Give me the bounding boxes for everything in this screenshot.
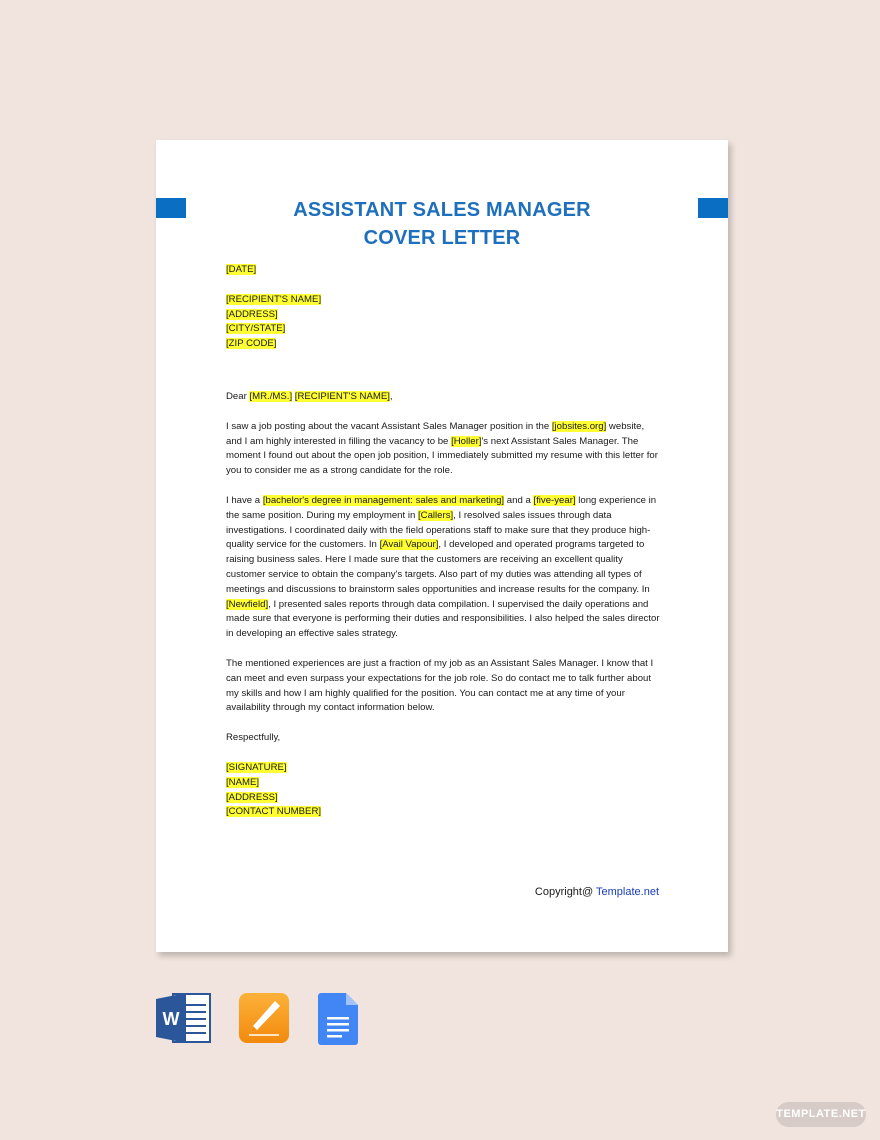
recipient-address: [ADDRESS] [226,308,278,320]
pages-icon[interactable] [239,993,289,1048]
recipient-zip: [ZIP CODE] [226,338,277,350]
google-docs-icon[interactable] [318,993,358,1050]
signature-placeholder: [SIGNATURE] [226,761,287,773]
title-line-1: ASSISTANT SALES MANAGER [293,199,591,221]
salutation: Dear [MR./MS.] [RECIPIENT'S NAME], [226,390,393,402]
paragraph-2: I have a [bachelor's degree in management: sales and marketing] and a [five-year] long experience in the same position. During my employment in [Callers], I resolved sales issues through data investigations. I coordinated daily with the field operations staff to make sure that they produce high-quality service for the customers. In [Avail Vapour], I developed and operated programs targeted to raising business sales. Here I made sure that the customers are receiving an excellent quality customer service to obtain the company's targets. Also part of my duties was attending all types of meetings and discussions to brainstorm sales opportunities and increase results for the company. In [Newfield], I presented sales reports through data compilation. I supervised the daily operations and made sure that everyone is performing their duties and responsibilities. I also helped the sales director in developing an effective sales strategy. [226,494,660,640]
paragraph-3: The mentioned experiences are just a fraction of my job as an Assistant Sales Manager. I know that I can meet and even surpass your expectations for the job role. So do contact me to talk further about my skills and how I am highly qualified for the position. You can contact me at any time of your availability through my contact information below. [226,657,654,714]
highlight-years: [five-year] [533,494,576,506]
svg-text:W: W [162,1009,180,1029]
date-placeholder: [DATE] [226,264,257,275]
paragraph-1: I saw a job posting about the vacant Assistant Sales Manager position in the [jobsites.org] website, and I am highly interested in filling the vacancy to be [Holler]'s next Assistant Sales Manager. The moment I found out about the open job position, I immediately submitted my resume with this letter for you to consider me as a strong candidate for the role. [226,420,658,477]
salutation-name: [RECIPIENT'S NAME] [294,390,390,402]
sender-address: [ADDRESS] [226,791,278,803]
template-net-watermark: TEMPLATE.NET [776,1102,866,1127]
highlight-employer-3: [Newfield] [226,598,269,610]
recipient-block [226,293,662,352]
word-icon[interactable] [156,993,212,1048]
document-title [156,196,728,252]
highlight-company: [Holler] [451,435,482,447]
highlight-employer-2: [Avail Vapour] [379,539,439,551]
highlight-degree: [bachelor's degree in management: sales and marketing] [262,494,505,506]
sender-contact: [CONTACT NUMBER] [226,806,322,818]
salutation-honorific: [MR./MS.] [249,390,293,402]
closing: Respectfully, [226,732,281,744]
highlight-employer-1: [Callers] [417,509,454,521]
sender-name: [NAME] [226,776,260,788]
signature-block [226,761,662,820]
date-block [226,263,662,278]
document-page [156,140,728,952]
copyright: Copyright@ Template.net [534,886,659,898]
recipient-city-state: [CITY/STATE] [226,323,286,335]
highlight-jobsite: [jobsites.org] [551,420,607,432]
app-icons [156,993,376,1045]
copyright-link[interactable]: Template.net [596,886,659,898]
recipient-name: [RECIPIENT'S NAME] [226,293,322,305]
letter-body [226,263,662,835]
title-line-2: COVER LETTER [363,227,521,249]
